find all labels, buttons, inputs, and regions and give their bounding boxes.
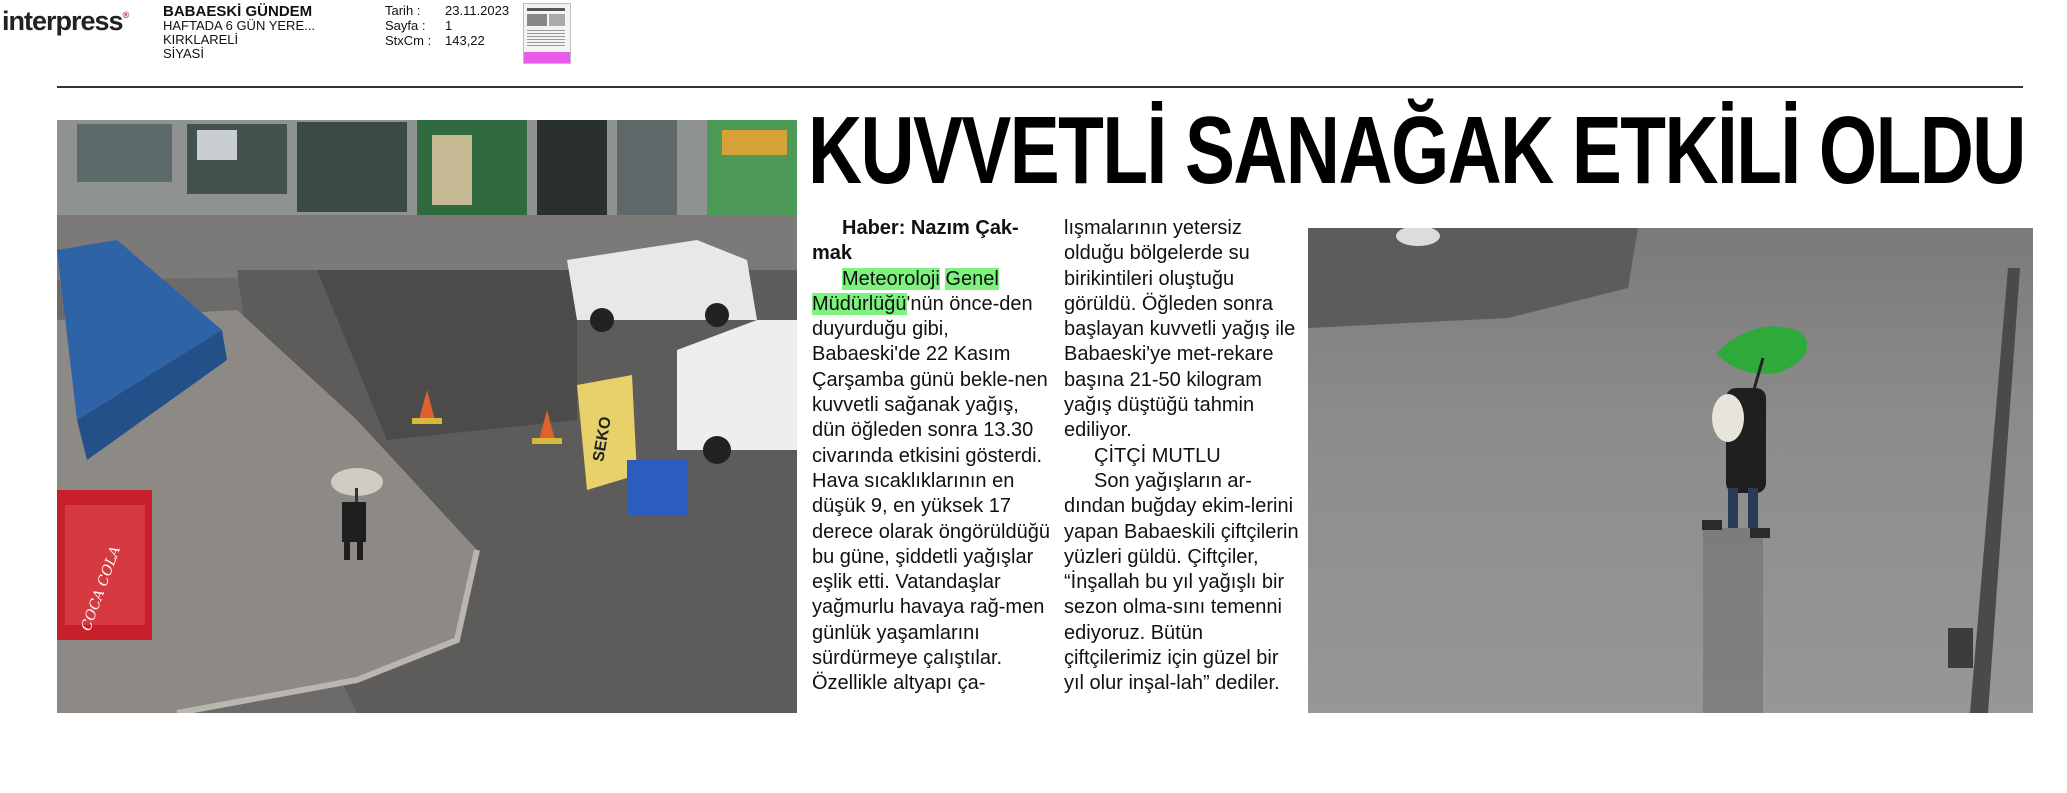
header-divider xyxy=(57,86,2023,88)
street-photo xyxy=(57,120,797,713)
article-column-2 xyxy=(1064,216,1304,697)
highlight-term: Meteoroloji xyxy=(842,267,940,290)
article-subheading: ÇİTÇİ MUTLU xyxy=(1094,444,1221,467)
page-value: 1 xyxy=(445,18,453,33)
page-thumbnail[interactable] xyxy=(523,3,571,64)
publication-name: BABAESKİ GÜNDEM xyxy=(163,3,313,20)
highlight-term: Genel xyxy=(945,267,999,290)
date-label: Tarih : xyxy=(385,3,421,18)
publication-category: SİYASİ xyxy=(163,46,204,61)
publication-info xyxy=(163,5,315,61)
article-headline: KUVVETLİ SANAĞAK ETKİLİ OLDU xyxy=(808,97,2025,204)
page-label: Sayfa : xyxy=(385,18,426,33)
board-logo: SEKO xyxy=(590,415,615,464)
article-text: 'nün önce-den duyurduğu gibi, Babaeski'de 22 Kasım Çarşamba günü bekle-nen kuvvetli sağanak yağış, dün öğleden sonra 13.30 civarında etkisini gösterdi. Hava sıcaklıklarının en düşük 9, en yüksek 17 derece olarak öngörüldüğü bu güne, şiddetli yağışlar eşlik etti. Vatandaşlar yağmurlu havaya rağ-men günlük yaşamlarını sürdürmeye çalıştılar. Özellikle altyapı ça- xyxy=(812,292,1050,695)
fridge-logo: COCA COLA xyxy=(78,544,124,634)
article-paragraph-1 xyxy=(812,267,1057,697)
article-byline: Haber: Nazım Çak-mak xyxy=(812,217,1019,265)
article-paragraph-2: lışmalarının yetersiz olduğu bölgelerde su birikintileri oluştuğu görüldü. Öğleden sonra başlayan kuvvetli yağış ile Babaeski'ye met-rekare başına 21-50 kilogram yağış düştüğü tahmin ediliyor. xyxy=(1064,217,1296,442)
umbrella-photo xyxy=(1308,228,2033,713)
stxcm-label: StxCm : xyxy=(385,33,432,48)
article-paragraph-3: Son yağışların ar-dından buğday ekim-lerini yapan Babaeskili çiftçilerin yüzleri güldü. Çiftçiler, “İnşallah bu yıl yağışlı bir sezon olma-sını temenni ediyoruz. Bütün çiftçilerimiz için güzel bir yıl olur inşal-lah” dediler. xyxy=(1064,469,1299,695)
clipping-meta xyxy=(385,3,509,48)
publication-city: KIRKLARELİ xyxy=(163,32,239,47)
article-column-1 xyxy=(812,216,1057,697)
highlight-term: Müdürlüğü xyxy=(812,292,907,315)
stxcm-value: 143,22 xyxy=(445,33,485,48)
interpress-logo: interpress® xyxy=(2,6,129,36)
date-value: 23.11.2023 xyxy=(445,3,510,18)
publication-frequency: HAFTADA 6 GÜN YERE... xyxy=(163,18,315,33)
